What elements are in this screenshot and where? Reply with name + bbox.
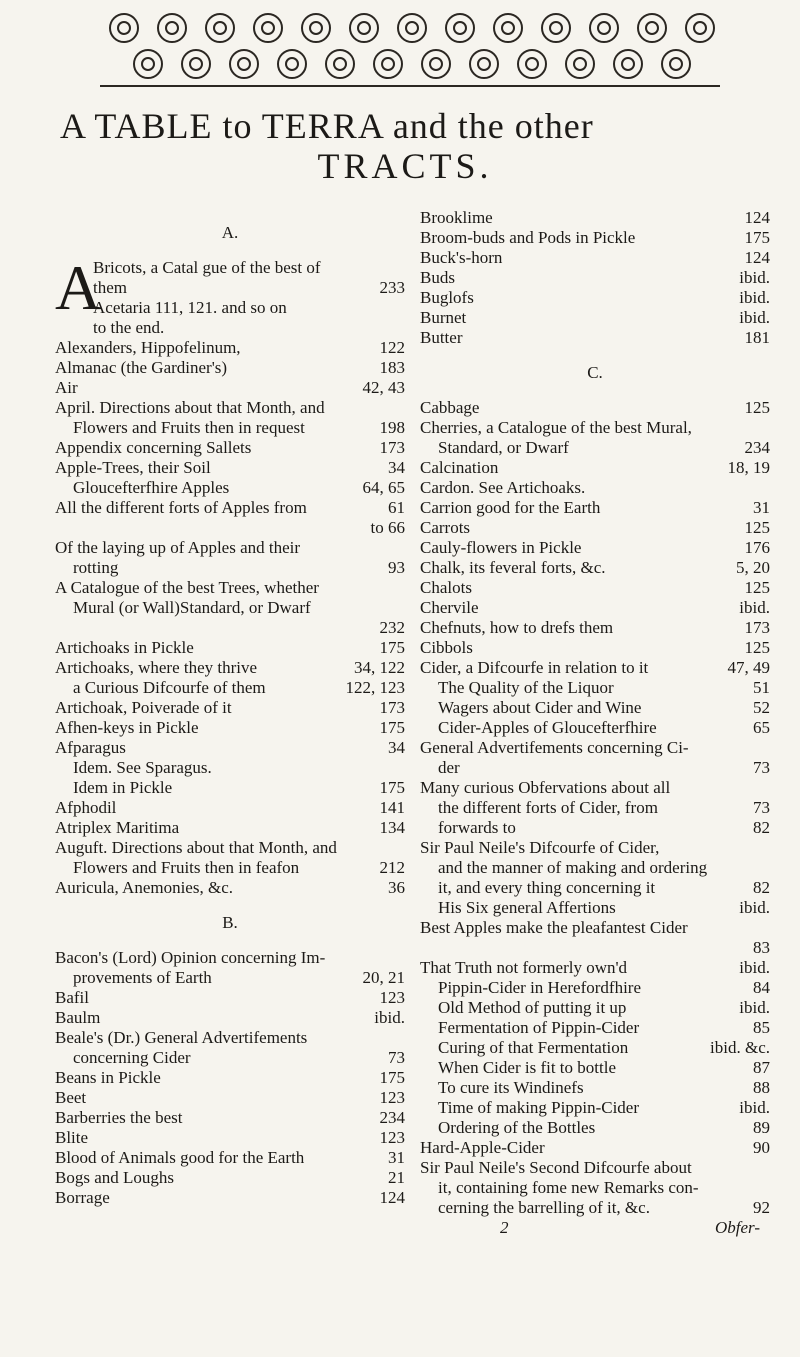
entry-text: Chervile [420, 598, 479, 617]
entry-text: General Advertifements concerning Ci- [420, 738, 689, 757]
entry-text: Butter [420, 328, 463, 347]
index-entry [420, 1198, 770, 1218]
entry-text: Broom-buds and Pods in Pickle [420, 228, 636, 247]
entry-text: Buglofs [420, 288, 474, 307]
page-title: A TABLE to TERRA and the other [60, 106, 594, 146]
index-entry [420, 658, 770, 678]
index-entry [55, 968, 405, 988]
drop-cap: A [55, 252, 102, 323]
index-entry [420, 618, 770, 638]
index-entry [55, 988, 405, 1008]
entry-text: Beet [55, 1088, 87, 1107]
index-entry [55, 598, 405, 618]
entry-text: Sir Paul Neile's Difcourfe of Cider, [420, 838, 660, 857]
entry-page: ibid. [739, 998, 770, 1017]
entry-page: 85 [753, 1018, 770, 1037]
left-column [55, 208, 405, 1208]
entry-text: provements of Earth [73, 968, 212, 987]
index-entry [55, 438, 405, 458]
first-entry [55, 252, 405, 338]
entry-text: Beale's (Dr.) General Advertifements [55, 1028, 308, 1047]
entry-text: Cibbols [420, 638, 473, 657]
entry-page: 175 [744, 228, 770, 247]
index-entry [420, 268, 770, 288]
index-entry [55, 1008, 405, 1028]
entry-text: concerning Cider [73, 1048, 191, 1067]
entry-page: 125 [744, 398, 770, 417]
entry-text: Chefnuts, how to drefs them [420, 618, 614, 637]
entry-page: 21 [388, 1168, 405, 1187]
index-entry [420, 228, 770, 248]
entry-text: That Truth not formerly own'd [420, 958, 628, 977]
entry-text: Pippin-Cider in Herefordfhire [438, 978, 641, 997]
entry-text: Mural (or Wall)Standard, or Dwarf [73, 598, 311, 617]
entry-page: 183 [379, 358, 405, 377]
index-entry [420, 328, 770, 348]
entry-text: His Six general Affertions [438, 898, 616, 917]
entry-page: 124 [744, 208, 770, 227]
index-entry [55, 638, 405, 658]
first-entry-lines [93, 258, 405, 338]
entry-text: Standard, or Dwarf [438, 438, 569, 457]
index-entry [420, 1118, 770, 1138]
index-entry [93, 278, 405, 298]
page-subtitle: TRACTS. [317, 146, 493, 186]
entry-text: Blood of Animals good for the Earth [55, 1148, 305, 1167]
entry-text: Artichoaks, where they thrive [55, 658, 258, 677]
entry-text: Auguft. Directions about that Month, and [55, 838, 337, 857]
index-entry [420, 838, 770, 858]
entry-text: a Curious Difcourfe of them [73, 678, 266, 697]
entry-text: The Quality of the Liquor [438, 678, 614, 697]
index-entry [55, 538, 405, 558]
entry-page: 89 [753, 1118, 770, 1137]
index-entry [55, 878, 405, 898]
entry-text: Acetaria 111, 121. and so on [93, 298, 287, 317]
head-ornament [100, 8, 720, 88]
entry-page: 176 [744, 538, 770, 557]
entry-page: 234 [379, 1108, 405, 1127]
entry-text: Old Method of putting it up [438, 998, 627, 1017]
index-entry [55, 378, 405, 398]
entry-text: Chalots [420, 578, 472, 597]
signature-mark: 2 [500, 1218, 509, 1237]
entry-text: Air [55, 378, 78, 397]
entry-page: 84 [753, 978, 770, 997]
entry-text: Buds [420, 268, 455, 287]
entry-page: 47, 49 [727, 658, 770, 677]
entry-page: 175 [379, 718, 405, 737]
entry-text: Flowers and Fruits then in request [73, 418, 305, 437]
entry-text: it, and every thing concerning it [438, 878, 656, 897]
index-entry [420, 998, 770, 1018]
entry-text: Time of making Pippin-Cider [438, 1098, 640, 1117]
entry-page: 31 [753, 498, 770, 517]
entry-page: ibid. [739, 598, 770, 617]
entry-text: forwards to [438, 818, 516, 837]
index-entry [420, 638, 770, 658]
entry-text: Cauly-flowers in Pickle [420, 538, 582, 557]
entry-text: Atriplex Maritima [55, 818, 180, 837]
entry-page: 125 [744, 518, 770, 537]
entry-page: 212 [379, 858, 405, 877]
index-entry [420, 1018, 770, 1038]
index-entry [55, 1108, 405, 1128]
index-entry [55, 658, 405, 678]
entry-text: Best Apples make the pleafantest Cider [420, 918, 688, 937]
index-entry [420, 978, 770, 998]
entry-text: Alexanders, Hippofelinum, [55, 338, 241, 357]
entry-text: Almanac (the Gardiner's) [55, 358, 228, 377]
entry-text: Beans in Pickle [55, 1068, 161, 1087]
entry-page: to 66 [370, 518, 405, 537]
index-entry [55, 948, 405, 968]
entry-text: Wagers about Cider and Wine [438, 698, 642, 717]
entry-page: 141 [379, 798, 405, 817]
entry-page: 173 [744, 618, 770, 637]
index-entry [55, 618, 405, 638]
index-entry [55, 338, 405, 358]
catchword: Obfer- [715, 1218, 760, 1237]
index-entry [93, 258, 405, 278]
index-entry [55, 858, 405, 878]
index-entry [420, 938, 770, 958]
entries-b [55, 948, 405, 1208]
index-entry [420, 1178, 770, 1198]
entry-page: ibid. [739, 288, 770, 307]
index-entry [55, 818, 405, 838]
entry-text: Calcination [420, 458, 499, 477]
index-entry [55, 838, 405, 858]
entry-page: 20, 21 [362, 968, 405, 987]
entry-text: and the manner of making and ordering [438, 858, 708, 877]
index-entry [55, 798, 405, 818]
entry-text: Curing of that Fermentation [438, 1038, 629, 1057]
index-entry [420, 1058, 770, 1078]
entry-text: it, containing fome new Remarks con- [438, 1178, 699, 1197]
index-entry [55, 1048, 405, 1068]
index-entry [420, 398, 770, 418]
entry-page: 92 [753, 1198, 770, 1217]
entry-page: 173 [379, 438, 405, 457]
index-entry [420, 818, 770, 838]
entry-text: To cure its Windinefs [438, 1078, 584, 1097]
index-entry [420, 598, 770, 618]
section-heading-b: B. [222, 913, 238, 932]
entry-text: Bacon's (Lord) Opinion concerning Im- [55, 948, 326, 967]
index-entry [55, 1128, 405, 1148]
index-entry [420, 718, 770, 738]
index-entry [55, 418, 405, 438]
index-entry [420, 738, 770, 758]
entry-page: 198 [379, 418, 405, 437]
entry-page: 82 [753, 818, 770, 837]
entry-text: Of the laying up of Apples and their [55, 538, 301, 557]
entry-text: Chalk, its feveral forts, &c. [420, 558, 606, 577]
entry-page: 87 [753, 1058, 770, 1077]
index-entry [420, 778, 770, 798]
index-entry [55, 758, 405, 778]
entry-text: Sir Paul Neile's Second Difcourfe about [420, 1158, 692, 1177]
entry-text: Artichoaks in Pickle [55, 638, 194, 657]
entry-text: Bogs and Loughs [55, 1168, 174, 1187]
index-entry [420, 1158, 770, 1178]
index-entry [55, 498, 405, 518]
index-entry [420, 578, 770, 598]
index-entry [55, 1188, 405, 1208]
entry-page: 51 [753, 678, 770, 697]
index-entry [420, 878, 770, 898]
entry-page: ibid. [739, 958, 770, 977]
entry-page: 134 [379, 818, 405, 837]
entry-page: 123 [379, 988, 405, 1007]
entry-page: 234 [744, 438, 770, 457]
entry-page: 73 [753, 798, 770, 817]
index-entry [420, 798, 770, 818]
entry-text: Afparagus [55, 738, 126, 757]
entry-text: Cider-Apples of Gloucefterfhire [438, 718, 657, 737]
entry-text: A Catalogue of the best Trees, whether [55, 578, 319, 597]
index-entry [55, 718, 405, 738]
entry-text: Bricots, a Catal gue of the best of [93, 258, 321, 277]
entry-page: 82 [753, 878, 770, 897]
index-entry [55, 738, 405, 758]
entry-page: 181 [744, 328, 770, 347]
index-entry [420, 758, 770, 778]
entry-text: Carrion good for the Earth [420, 498, 601, 517]
entry-page: 73 [753, 758, 770, 777]
entry-page: 18, 19 [727, 458, 770, 477]
index-entry [55, 1168, 405, 1188]
index-entry [420, 308, 770, 328]
entry-text: Blite [55, 1128, 89, 1147]
entry-text: Idem in Pickle [73, 778, 173, 797]
index-entry [420, 698, 770, 718]
index-entry [55, 518, 405, 538]
entry-page: ibid. [374, 1008, 405, 1027]
entry-text: Afhen-keys in Pickle [55, 718, 199, 737]
entry-page: 123 [379, 1128, 405, 1147]
entry-text: them [93, 278, 127, 297]
entry-page: ibid. &c. [710, 1038, 770, 1057]
entry-page: 93 [388, 558, 405, 577]
index-entry [55, 678, 405, 698]
entry-page: 31 [388, 1148, 405, 1167]
index-entry [420, 898, 770, 918]
entry-page: 123 [379, 1088, 405, 1107]
index-entry [55, 578, 405, 598]
index-entry [420, 1078, 770, 1098]
entry-page: 175 [379, 638, 405, 657]
entry-text: der [438, 758, 460, 777]
entry-text: Artichoak, Poiverade of it [55, 698, 232, 717]
index-entry [420, 558, 770, 578]
index-entry [420, 858, 770, 878]
entry-text: Borrage [55, 1188, 110, 1207]
entry-text: the different forts of Cider, from [438, 798, 658, 817]
entry-text: Appendix concerning Sallets [55, 438, 252, 457]
entry-page: 175 [379, 778, 405, 797]
index-entry [420, 678, 770, 698]
entry-page: 88 [753, 1078, 770, 1097]
index-entry [420, 958, 770, 978]
entry-text: Buck's-horn [420, 248, 503, 267]
entry-text: Flowers and Fruits then in feafon [73, 858, 300, 877]
entry-page: 233 [379, 278, 405, 297]
entries-c [420, 398, 770, 1218]
index-entry [420, 1038, 770, 1058]
entry-page: 124 [744, 248, 770, 267]
entry-text: Cider, a Difcourfe in relation to it [420, 658, 649, 677]
entry-page: 73 [388, 1048, 405, 1067]
section-heading-c: C. [587, 363, 603, 382]
index-entry [420, 418, 770, 438]
entry-text: Ordering of the Bottles [438, 1118, 596, 1137]
entry-page: 125 [744, 578, 770, 597]
entry-page: 34 [388, 458, 405, 477]
entry-page: 122, 123 [345, 678, 405, 697]
entry-page: ibid. [739, 898, 770, 917]
entry-text: Apple-Trees, their Soil [55, 458, 211, 477]
entry-page: 65 [753, 718, 770, 737]
entry-page: ibid. [739, 1098, 770, 1117]
index-entry [420, 498, 770, 518]
index-entry [55, 778, 405, 798]
entry-page: 42, 43 [362, 378, 405, 397]
entry-text: Cabbage [420, 398, 480, 417]
index-entry [420, 478, 770, 498]
index-entry [420, 208, 770, 228]
entry-text: All the different forts of Apples from [55, 498, 307, 517]
entry-page: 175 [379, 1068, 405, 1087]
entry-text: Afphodil [55, 798, 117, 817]
entry-text: Auricula, Anemonies, &c. [55, 878, 233, 897]
entries-b-continued [420, 208, 770, 348]
entry-page: 34, 122 [354, 658, 405, 677]
entry-page: 64, 65 [362, 478, 405, 497]
section-heading-a: A. [221, 223, 239, 242]
entry-page: 124 [379, 1188, 405, 1207]
index-entry [420, 518, 770, 538]
index-entry [55, 698, 405, 718]
index-entry [420, 538, 770, 558]
index-entry [55, 458, 405, 478]
index-entry [55, 1068, 405, 1088]
index-entry [420, 1098, 770, 1118]
entry-text: Hard-Apple-Cider [420, 1138, 545, 1157]
entry-text: Many curious Obfervations about all [420, 778, 671, 797]
entry-text: Carrots [420, 518, 471, 537]
entry-text: Brooklime [420, 208, 493, 227]
entry-text: Idem. See Sparagus. [73, 758, 212, 777]
entry-page: 5, 20 [736, 558, 770, 577]
catch-line [420, 1218, 770, 1238]
entry-text: Cardon. See Artichoaks. [420, 478, 586, 497]
index-entry [420, 458, 770, 478]
entry-page: 122 [379, 338, 405, 357]
index-entry [55, 358, 405, 378]
entry-text: Barberries the best [55, 1108, 183, 1127]
entry-page: 36 [388, 878, 405, 897]
entry-page: 173 [379, 698, 405, 717]
entry-page: 90 [753, 1138, 770, 1157]
entry-text: rotting [73, 558, 119, 577]
entry-page: ibid. [739, 308, 770, 327]
index-entry [55, 558, 405, 578]
index-entry [55, 1088, 405, 1108]
entry-text: cerning the barrelling of it, &c. [438, 1198, 650, 1217]
entry-page: 52 [753, 698, 770, 717]
index-entry [55, 398, 405, 418]
index-entry [55, 478, 405, 498]
index-entry [420, 288, 770, 308]
index-entry [93, 318, 405, 338]
entry-page: ibid. [739, 268, 770, 287]
entry-text: Bafil [55, 988, 89, 1007]
index-entry [420, 1138, 770, 1158]
entry-text: Gloucefterfhire Apples [73, 478, 230, 497]
entry-page: 83 [753, 938, 770, 957]
entries-a [55, 338, 405, 898]
entry-text: Baulm [55, 1008, 101, 1027]
right-column [420, 208, 770, 1238]
entry-text: Fermentation of Pippin-Cider [438, 1018, 640, 1037]
entry-page: 232 [379, 618, 405, 637]
index-entry [93, 298, 405, 318]
index-entry [420, 248, 770, 268]
entry-text: Burnet [420, 308, 467, 327]
entry-text: When Cider is fit to bottle [438, 1058, 616, 1077]
index-entry [55, 1148, 405, 1168]
entry-text: Cherries, a Catalogue of the best Mural, [420, 418, 692, 437]
entry-text: to the end. [93, 318, 165, 337]
index-entry [420, 918, 770, 938]
entry-page: 61 [388, 498, 405, 517]
entry-page: 125 [744, 638, 770, 657]
index-entry [420, 438, 770, 458]
index-entry [55, 1028, 405, 1048]
entry-page: 34 [388, 738, 405, 757]
entry-text: April. Directions about that Month, and [55, 398, 325, 417]
